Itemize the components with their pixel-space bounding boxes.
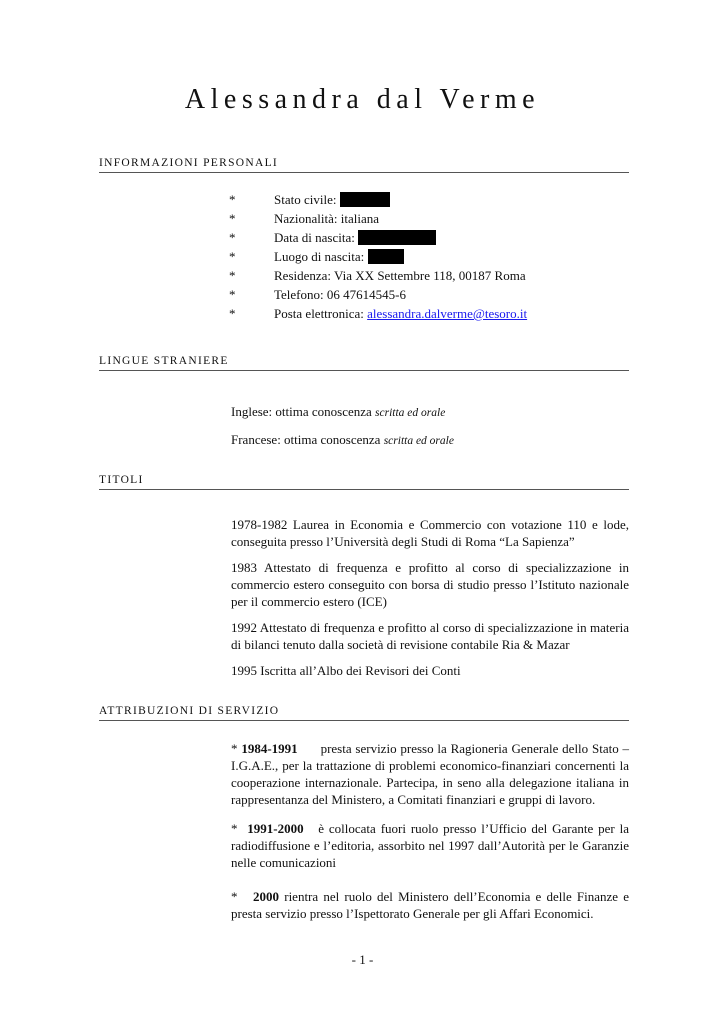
section-heading-languages: LINGUE STRANIERE	[99, 354, 629, 371]
list-item-email	[229, 304, 629, 323]
bullet-marker: *	[229, 287, 236, 302]
nazionalita-text: Nazionalità: italiana	[274, 211, 380, 226]
bullet-marker: *	[229, 249, 236, 264]
bullet-marker: *	[229, 268, 236, 283]
english-text: Inglese: ottima conoscenza	[231, 404, 372, 419]
redaction-block	[340, 192, 390, 207]
section-heading-personal: INFORMAZIONI PERSONALI	[99, 156, 629, 173]
bullet-marker: *	[229, 230, 236, 245]
page-title: Alessandra dal Verme	[184, 84, 541, 115]
service-text: rientra nel ruolo del Ministero dell’Economia e delle Finanze e presta servizio presso l’Ispettorato Generale per gli Affari Economici.	[231, 889, 630, 921]
service-text: presta servizio presso la Ragioneria Generale dello Stato – I.G.A.E., per la trattazione di problemi economico-finanziari concernenti la cooperazione internazionale. Partecipa, in seno alla delegazione italiana in rappresentanza del Ministero, a Comitati finanziari e gruppi di lavoro.	[231, 741, 630, 807]
section-heading-titles: TITOLI	[99, 473, 629, 490]
luogo-nascita-label: Luogo di nascita:	[274, 249, 365, 264]
service-entry-2000	[231, 888, 629, 922]
service-entry-1991	[231, 820, 629, 871]
bullet-marker: *	[231, 821, 238, 836]
bullet-marker: *	[229, 306, 236, 321]
list-item-luogo-nascita	[229, 247, 629, 266]
page-number: - 1 -	[351, 952, 374, 967]
redaction-block	[358, 230, 436, 245]
section-heading-service: ATTRIBUZIONI DI SERVIZIO	[99, 704, 629, 721]
title-entry-ice: 1983 Attestato di frequenza e profitto al corso di specializzazione in commercio estero conseguito con borsa di studio presso l’Istituto nazionale per il commercio estero (ICE)	[231, 560, 629, 609]
residenza-text: Residenza: Via XX Settembre 118, 00187 Roma	[274, 268, 526, 283]
service-years: 2000	[253, 889, 280, 904]
list-item-data-nascita	[229, 228, 629, 247]
service-entry-1984	[231, 740, 629, 808]
service-years: 1984-1991	[241, 741, 298, 756]
bullet-marker: *	[229, 211, 236, 226]
list-item-nazionalita	[229, 209, 629, 228]
english-level: scritta ed orale	[375, 407, 446, 419]
title-entry-laurea: 1978-1982 Laurea in Economia e Commercio con votazione 110 e lode, conseguita presso l’Università degli Studi di Roma “La Sapienza”	[231, 517, 629, 549]
email-label: Posta elettronica:	[274, 306, 364, 321]
language-french	[231, 431, 629, 450]
bullet-marker: *	[231, 889, 238, 904]
french-level: scritta ed orale	[383, 435, 454, 447]
stato-civile-label: Stato civile:	[274, 192, 337, 207]
list-item-stato-civile	[229, 190, 629, 209]
list-item-telefono	[229, 285, 629, 304]
bullet-marker: *	[231, 741, 238, 756]
telefono-text: Telefono: 06 47614545-6	[274, 287, 406, 302]
data-nascita-label: Data di nascita:	[274, 230, 355, 245]
service-text: è collocata fuori ruolo presso l’Ufficio del Garante per la radiodiffusione e l’editoria, assorbito nel 1997 dall’Autorità per le Garanzie nelle comunicazioni	[231, 821, 630, 870]
redaction-block	[368, 249, 404, 264]
email-link[interactable]: alessandra.dalverme@tesoro.it	[367, 306, 528, 321]
title-entry-bilanci: 1992 Attestato di frequenza e profitto al corso di specializzazione in materia di bilanci tenuto dalla società di revisione contabile Ria & Mazar	[231, 620, 629, 652]
service-years: 1991-2000	[247, 821, 304, 836]
list-item-residenza	[229, 266, 629, 285]
title-entry-albo: 1995 Iscritta all’Albo dei Revisori dei Conti	[231, 663, 461, 678]
french-text: Francese: ottima conoscenza	[231, 432, 381, 447]
bullet-marker: *	[229, 192, 236, 207]
personal-info-list	[229, 190, 629, 323]
language-english	[231, 403, 629, 422]
